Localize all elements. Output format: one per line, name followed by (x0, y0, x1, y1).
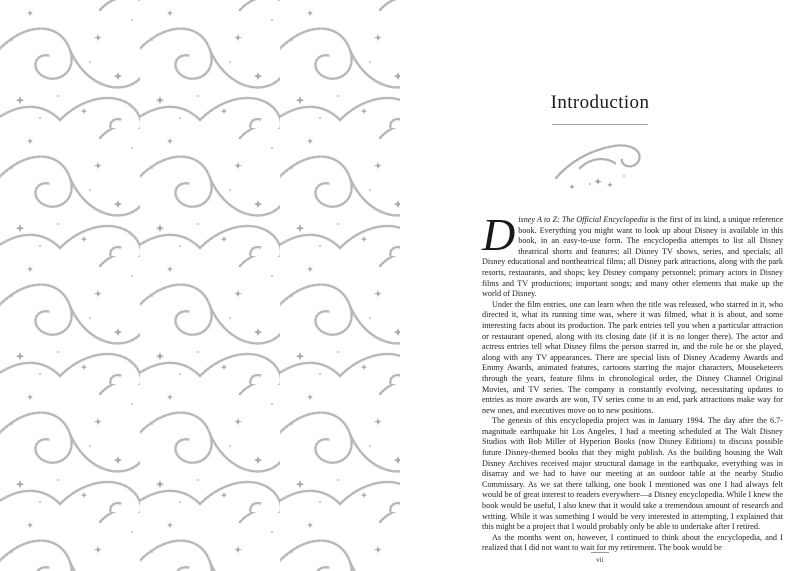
folio-rule (591, 552, 609, 553)
drop-cap: D (482, 209, 516, 260)
body-paragraph: As the months went on, however, I continued to think about the encyclopedia, and I realized that I did not want to wait for my retirement. The book would be (482, 532, 783, 553)
body-paragraph: Under the film entries, one can learn when the title was released, who starred in it, who directed it, what its running time was, where it was filmed, what it is about, and some interesting facts about its production. The park entries tell you when a particular attraction or restaurant opened, along with its closing date (if it is no longer there). The actor and actress entries tell what Disney films the person starred in, and the role he or she played, along with any TV appearances. There are special lists of Disney Academy Awards and Emmy Awards, animated features, cartoons starring the major characters, Mouseketeers through the years, feature films in chronological order, the Disney Channel Original Movies, and TV series. The company is constantly evolving, necessitating updates to entries as more awards are won, TV series come to an end, park attractions make way for new ones, and executives move on to new positions. (482, 299, 783, 415)
intro-paragraph (482, 209, 783, 300)
book-title-italic: isney A to Z: The Official Encyclopedia (518, 215, 648, 224)
title-rule (552, 124, 648, 125)
page-number: vii (596, 556, 604, 564)
body-paragraph: The genesis of this encyclopedia project was in January 1994. The day after the 6.7-magnitude earthquake hit Los Angeles, I had a meeting scheduled at The Walt Disney Studios with Bob Miller of Hyperion Books (now Disney Editions) to discuss possible future Disney-themed books that they might publish. As the building housing the Walt Disney Archives received major structural damage in the earthquake, everything was in disarray and we had to have our meeting at an outdoor table at the nearby Studio Commissary. As we sat there talking, one book I mentioned was one I had always felt would be of great interest to readers everywhere—a Disney encyclopedia. While I knew the book would be useful, I also knew that it would take a tremendous amount of research and writing. While it was something I would be very interested in attempting, I explained that this might be a project that I would probably only be able to undertake after I retired. (482, 416, 783, 532)
intro-text: is the first of its kind, a unique reference book. Everything you might want to look up about Disney is available in this book, in an easy-to-use form. The encyclopedia attempts to list all Disney theatrical shorts and features; all Disney TV shows, series, and specials; all Disney educational and nontheatrical films; all Disney park attractions, along with the park resorts, restaurants, and shops; key Disney company personnel; primary actors in Disney films and TV productions; important songs; and many other elements that make up the world of Disney. (482, 215, 783, 299)
page-title: Introduction (550, 92, 650, 113)
text-page (400, 0, 800, 571)
swirl-flourish-icon (550, 128, 650, 192)
introduction-body (482, 209, 783, 554)
